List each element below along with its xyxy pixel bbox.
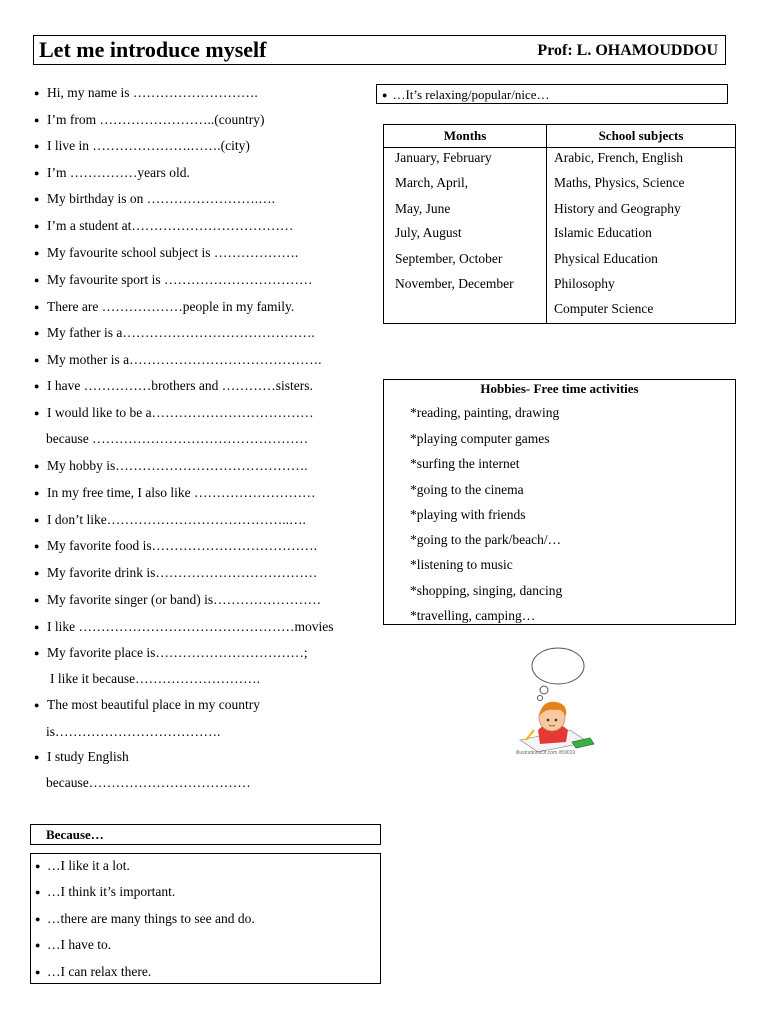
hobby-item: *listening to music xyxy=(410,557,513,572)
bullet-icon: ● xyxy=(34,302,40,312)
list-item xyxy=(34,165,190,181)
months-subjects-table xyxy=(383,124,736,324)
list-item xyxy=(34,512,306,528)
list-item xyxy=(35,964,151,980)
relaxing-hint xyxy=(382,87,549,103)
list-item xyxy=(35,911,255,927)
sentence-text: There are ………………people in my family. xyxy=(47,299,295,314)
bullet-icon: ● xyxy=(34,408,40,418)
because-text: …there are many things to see and do. xyxy=(47,911,255,926)
relaxing-hint-box xyxy=(376,84,728,104)
sentence-text: My favorite place is……………………………; xyxy=(47,645,308,660)
table-divider xyxy=(546,125,547,323)
bullet-icon: ● xyxy=(34,488,40,498)
bullet-icon: ● xyxy=(34,88,40,98)
table-header-subjects: School subjects xyxy=(598,128,684,143)
month-cell: November, December xyxy=(395,276,514,291)
month-cell: January, February xyxy=(395,150,492,165)
because-text: …I have to. xyxy=(47,937,112,952)
because-text: …I think it’s important. xyxy=(47,884,176,899)
sentence-text: My mother is a……………………………………. xyxy=(47,352,322,367)
bullet-icon: ● xyxy=(34,328,40,338)
hobby-item: *playing computer games xyxy=(410,431,550,446)
subject-cell: History and Geography xyxy=(554,201,681,216)
bullet-icon: ● xyxy=(34,461,40,471)
sentence-text: I study English xyxy=(47,749,129,764)
list-item xyxy=(34,619,334,635)
illustration-caption: illustrationsOf.com #59019 xyxy=(516,750,576,756)
sentence-text: My favourite school subject is ………………. xyxy=(47,245,299,260)
sentence-text: The most beautiful place in my country xyxy=(47,697,260,712)
bullet-icon: ● xyxy=(34,355,40,365)
bullet-icon: ● xyxy=(34,700,40,710)
list-item xyxy=(34,85,258,101)
relaxing-hint-text: …It’s relaxing/popular/nice… xyxy=(392,87,550,102)
sentence-text: I live in ………………….…….(city) xyxy=(47,138,250,153)
sentence-text: My favorite singer (or band) is…………………… xyxy=(47,592,322,607)
subject-cell: Physical Education xyxy=(554,251,658,266)
sentence-text: I’m ……………years old. xyxy=(47,165,190,180)
hobby-item: *surfing the internet xyxy=(410,456,520,471)
hobbies-title: Hobbies- Free time activities xyxy=(480,381,639,396)
sentence-text: I would like to be a……………………………… xyxy=(47,405,314,420)
month-cell: July, August xyxy=(395,225,462,240)
subject-cell: Computer Science xyxy=(554,301,654,316)
list-item xyxy=(34,191,275,207)
list-item xyxy=(34,458,308,474)
list-item xyxy=(35,858,130,874)
bullet-icon: ● xyxy=(34,648,40,658)
bullet-icon: ● xyxy=(35,967,41,977)
hobby-item: *reading, painting, drawing xyxy=(410,405,560,420)
bullet-icon: ● xyxy=(34,595,40,605)
sentence-text: In my free time, I also like ……………………… xyxy=(47,485,316,500)
bullet-icon: ● xyxy=(34,381,40,391)
list-item xyxy=(34,378,313,394)
worksheet-title: Let me introduce myself xyxy=(39,37,267,62)
sentence-text: I’m a student at……………………………… xyxy=(47,218,294,233)
bullet-icon: ● xyxy=(34,515,40,525)
sentence-text: I’m from ……………………..(country) xyxy=(47,112,265,127)
sentence-text: My hobby is……………………………………. xyxy=(47,458,308,473)
bullet-icon: ● xyxy=(34,275,40,285)
subject-cell: Arabic, French, English xyxy=(554,150,683,165)
list-item xyxy=(34,485,315,501)
month-cell: May, June xyxy=(395,201,451,216)
sentence-text: My favorite drink is……………………………… xyxy=(47,565,318,580)
because-list xyxy=(30,853,381,984)
list-item xyxy=(35,884,175,900)
sentence-text: I like …………………………………………movies xyxy=(47,619,334,634)
bullet-icon: ● xyxy=(34,622,40,632)
teacher-name: Prof: L. OHAMOUDDOU xyxy=(537,42,718,59)
list-item xyxy=(34,138,250,154)
subject-cell: Maths, Physics, Science xyxy=(554,175,685,190)
sentence-text: I don’t like…………………………………..…. xyxy=(47,512,306,527)
sentence-text: My father is a……………………………………. xyxy=(47,325,315,340)
list-item xyxy=(34,352,322,368)
hobby-item: *playing with friends xyxy=(410,507,526,522)
continuation-line: I like it because………………………. xyxy=(50,671,260,686)
sentence-text: Hi, my name is ………………………. xyxy=(47,85,258,100)
child-writing-illustration xyxy=(508,644,608,760)
table-header-months: Months xyxy=(443,128,487,143)
continuation-line: because ………………………………………… xyxy=(46,431,309,446)
bullet-icon: ● xyxy=(35,914,41,924)
bullet-icon: ● xyxy=(34,248,40,258)
list-item xyxy=(34,749,129,765)
list-item xyxy=(34,592,321,608)
bullet-icon: ● xyxy=(34,168,40,178)
month-cell: September, October xyxy=(395,251,503,266)
list-item xyxy=(34,325,315,341)
child-writing-icon xyxy=(508,644,608,760)
bullet-icon: ● xyxy=(35,940,41,950)
bullet-icon: ● xyxy=(34,541,40,551)
sentence-text: My favourite sport is …………………………… xyxy=(47,272,313,287)
list-item xyxy=(34,245,298,261)
bullet-icon: ● xyxy=(34,141,40,151)
list-item xyxy=(34,645,308,661)
list-item xyxy=(34,299,294,315)
because-title: Because… xyxy=(46,827,104,842)
table-divider xyxy=(384,147,735,148)
because-header xyxy=(30,824,381,845)
continuation-line: because……………………………… xyxy=(46,775,251,790)
list-item xyxy=(34,405,314,421)
subject-cell: Philosophy xyxy=(554,276,615,291)
hobby-item: *going to the park/beach/… xyxy=(410,532,562,547)
sentence-text: My favorite food is………………………………. xyxy=(47,538,317,553)
bullet-icon: ● xyxy=(382,90,388,100)
hobbies-box xyxy=(383,379,736,625)
sentence-text: I have ……………brothers and …………sisters. xyxy=(47,378,313,393)
list-item xyxy=(34,272,313,288)
because-text: …I like it a lot. xyxy=(47,858,130,873)
continuation-line: is………………………………. xyxy=(46,724,221,739)
hobby-item: *shopping, singing, dancing xyxy=(410,583,563,598)
bullet-icon: ● xyxy=(35,887,41,897)
list-item xyxy=(34,697,260,713)
list-item xyxy=(34,218,293,234)
subject-cell: Islamic Education xyxy=(554,225,652,240)
list-item xyxy=(34,112,264,128)
bullet-icon: ● xyxy=(34,568,40,578)
list-item xyxy=(34,565,317,581)
bullet-icon: ● xyxy=(34,194,40,204)
list-item xyxy=(34,538,317,554)
hobby-item: *travelling, camping… xyxy=(410,608,536,623)
list-item xyxy=(35,937,111,953)
bullet-icon: ● xyxy=(34,115,40,125)
bullet-icon: ● xyxy=(34,221,40,231)
hobby-item: *going to the cinema xyxy=(410,482,524,497)
bullet-icon: ● xyxy=(34,752,40,762)
sentence-text: My birthday is on …………………….…. xyxy=(47,191,275,206)
bullet-icon: ● xyxy=(35,861,41,871)
because-text: …I can relax there. xyxy=(47,964,152,979)
month-cell: March, April, xyxy=(395,175,469,190)
worksheet-header xyxy=(33,35,726,65)
